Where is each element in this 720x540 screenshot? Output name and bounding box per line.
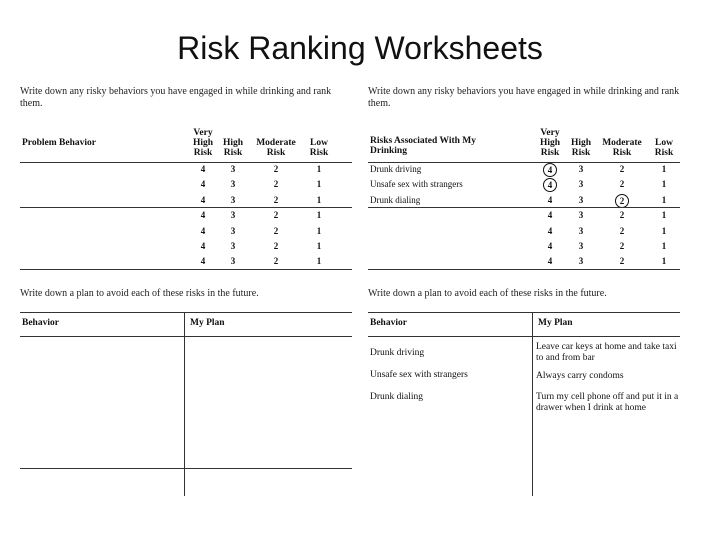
table-row (368, 177, 680, 192)
plan-cell: Turn my cell phone off and put it in a drawer when I drink at home (536, 392, 679, 413)
table-header (368, 120, 680, 162)
table-row (20, 208, 352, 223)
score-cell: 2 (273, 225, 279, 236)
score-cell: 1 (661, 179, 667, 190)
score-cell: 3 (578, 240, 584, 251)
score-cell: 4 (547, 210, 553, 221)
score-cell: 4 (200, 179, 206, 190)
score-cell: 2 (619, 225, 625, 236)
score-cell: 2 (619, 210, 625, 221)
risk-ranking-table (20, 120, 352, 270)
score-cell: 4 (200, 256, 206, 267)
plan-cell: Always carry condoms (536, 371, 624, 381)
score-cell: 2 (619, 240, 625, 251)
score-cell: 4 (200, 210, 206, 221)
very-high-risk-header: Very High Risk (192, 128, 214, 158)
score-cell: 2 (273, 256, 279, 267)
ranking-instructions: Write down any risky behaviors you have engaged in while drinking and rank them. (20, 86, 332, 109)
low-risk-header: Low Risk (309, 138, 329, 158)
plan-instructions: Write down a plan to avoid each of these risks in the future. (20, 288, 259, 299)
risk-ranking-table (368, 120, 680, 270)
score-cell: 1 (661, 164, 667, 174)
score-cell: 3 (578, 210, 584, 221)
score-cell: 4 (547, 256, 553, 267)
table-row (20, 254, 352, 269)
page-title: Risk Ranking Worksheets (177, 30, 543, 66)
score-cell: 4 (200, 240, 206, 251)
score-cell: 3 (230, 179, 236, 190)
score-cell: 1 (316, 164, 322, 174)
circled-score: 4 (543, 178, 557, 192)
moderate-risk-header: Moderate Risk (256, 138, 296, 158)
plan-table (368, 312, 680, 496)
score-cell: 3 (230, 240, 236, 251)
circled-score: 2 (615, 194, 629, 208)
plan-instructions: Write down a plan to avoid each of these risks in the future. (368, 288, 607, 299)
plan-behavior-header: Behavior (22, 318, 59, 328)
score-cell: 2 (619, 256, 625, 267)
behavior-column-header: Risks Associated With My Drinking (370, 136, 477, 156)
plan-behavior-cell: Unsafe sex with strangers (370, 370, 468, 380)
plan-table (20, 312, 352, 496)
score-cell: 4 (200, 194, 206, 205)
table-row (20, 224, 352, 239)
my-plan-header: My Plan (190, 318, 225, 328)
score-cell: 1 (661, 210, 667, 221)
ranking-instructions: Write down any risky behaviors you have engaged in while drinking and rank them. (368, 86, 680, 109)
score-cell: 2 (619, 164, 625, 174)
score-cell: 3 (578, 225, 584, 236)
score-cell: 2 (273, 194, 279, 205)
high-risk-header: High Risk (570, 138, 592, 158)
behavior-cell: Unsafe sex with strangers (370, 179, 463, 190)
score-cell: 1 (316, 240, 322, 251)
behavior-column-header: Problem Behavior (22, 138, 96, 148)
table-row (368, 224, 680, 239)
table-row (20, 193, 352, 208)
score-cell: 4 (547, 194, 553, 205)
score-cell: 4 (200, 225, 206, 236)
table-row (20, 239, 352, 254)
plan-cell: Leave car keys at home and take taxi to and from bar (536, 342, 677, 363)
very-high-risk-header: Very High Risk (539, 128, 561, 158)
score-cell: 3 (230, 194, 236, 205)
score-cell: 1 (661, 194, 667, 205)
blank-worksheet (20, 86, 352, 328)
low-risk-header: Low Risk (654, 138, 674, 158)
score-cell: 4 (547, 225, 553, 236)
score-cell: 1 (316, 194, 322, 205)
table-row (20, 177, 352, 192)
score-cell: 1 (316, 179, 322, 190)
score-cell: 4 (547, 240, 553, 251)
behavior-cell: Drunk driving (370, 164, 422, 174)
completed-worksheet (368, 86, 680, 413)
table-row (20, 162, 352, 177)
score-cell: 3 (230, 256, 236, 267)
my-plan-header: My Plan (538, 318, 573, 328)
table-row (368, 254, 680, 269)
score-cell: 1 (661, 240, 667, 251)
score-cell: 2 (273, 210, 279, 221)
score-cell: 3 (230, 210, 236, 221)
table-row (368, 162, 680, 177)
score-cell: 1 (316, 210, 322, 221)
score-cell: 1 (316, 256, 322, 267)
score-cell: 3 (230, 164, 236, 174)
plan-behavior-header: Behavior (370, 318, 407, 328)
moderate-risk-header: Moderate Risk (602, 138, 642, 158)
score-cell (532, 179, 568, 192)
score-cell: 1 (661, 225, 667, 236)
score-cell (596, 195, 648, 208)
plan-behavior-cell: Drunk dialing (370, 392, 424, 402)
table-row (368, 208, 680, 223)
score-cell: 3 (578, 164, 584, 174)
score-cell: 2 (273, 179, 279, 190)
table-row (368, 239, 680, 254)
circled-score: 4 (543, 163, 557, 177)
table-row (368, 193, 680, 208)
score-cell: 3 (578, 256, 584, 267)
table-header (20, 120, 352, 162)
score-cell: 3 (578, 179, 584, 190)
score-cell (532, 164, 568, 177)
score-cell: 2 (273, 164, 279, 174)
score-cell: 1 (661, 256, 667, 267)
score-cell: 4 (200, 164, 206, 174)
score-cell: 3 (230, 225, 236, 236)
score-cell: 2 (619, 179, 625, 190)
score-cell: 3 (578, 194, 584, 205)
score-cell: 2 (273, 240, 279, 251)
high-risk-header: High Risk (222, 138, 244, 158)
score-cell: 1 (316, 225, 322, 236)
plan-behavior-cell: Drunk driving (370, 348, 425, 358)
behavior-cell: Drunk dialing (370, 194, 421, 205)
